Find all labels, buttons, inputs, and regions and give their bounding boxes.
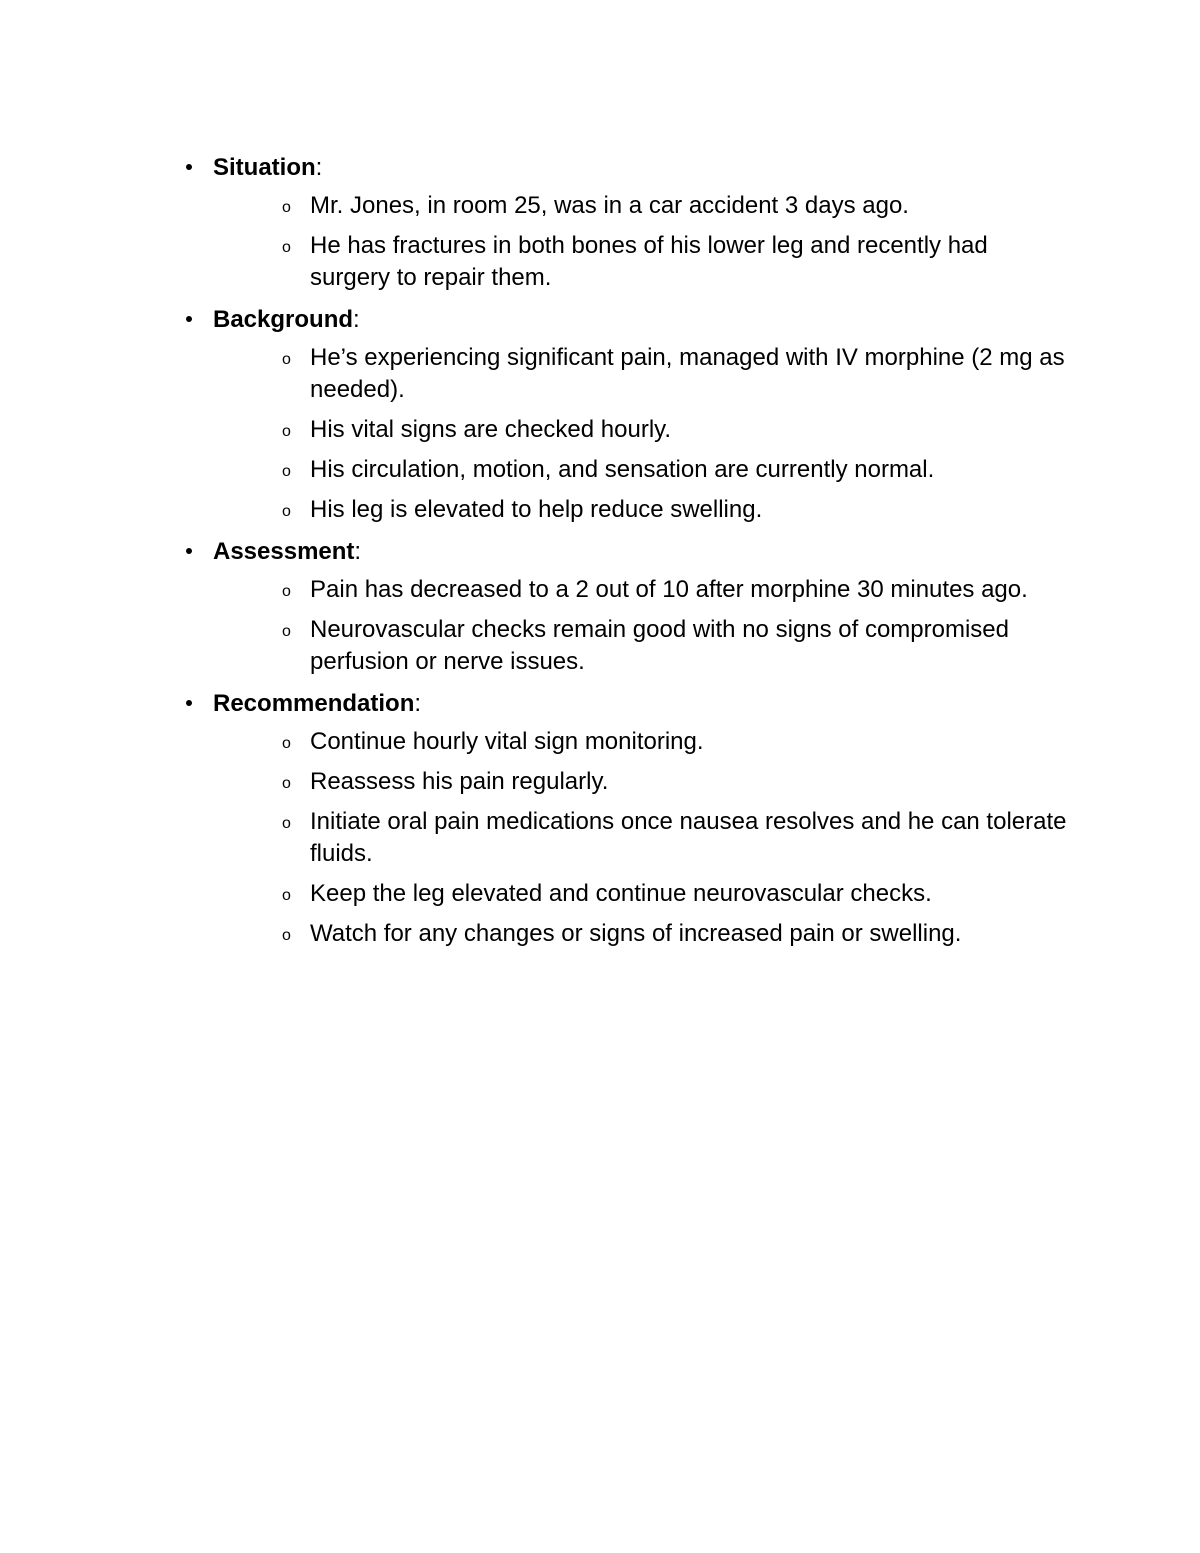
section-items bbox=[213, 574, 1200, 678]
list-item bbox=[282, 574, 1070, 606]
sub-bullet-icon: o bbox=[282, 463, 291, 480]
section-situation bbox=[0, 150, 1200, 294]
section-recommendation bbox=[0, 686, 1200, 950]
list-item-text: Initiate oral pain medications once nausea resolves and he can tolerate fluids. bbox=[310, 808, 1067, 867]
sub-bullet-icon: o bbox=[282, 927, 291, 944]
section-assessment bbox=[0, 534, 1200, 678]
sub-bullet-icon: o bbox=[282, 423, 291, 440]
list-item bbox=[282, 414, 1070, 446]
bullet-icon bbox=[186, 316, 192, 322]
bullet-icon bbox=[186, 548, 192, 554]
title-colon: : bbox=[354, 538, 362, 565]
list-item bbox=[282, 726, 1070, 758]
section-items bbox=[213, 726, 1200, 950]
list-item bbox=[282, 454, 1070, 486]
list-item bbox=[282, 766, 1070, 798]
list-item bbox=[282, 878, 1070, 910]
title-colon: : bbox=[414, 690, 422, 717]
section-items bbox=[213, 342, 1200, 526]
list-item-text: Reassess his pain regularly. bbox=[310, 768, 609, 795]
sub-bullet-icon: o bbox=[282, 887, 291, 904]
section-title bbox=[213, 150, 1200, 186]
list-item bbox=[282, 230, 1070, 294]
list-item bbox=[282, 190, 1070, 222]
list-item bbox=[282, 614, 1070, 678]
sub-bullet-icon: o bbox=[282, 503, 291, 520]
sub-bullet-icon: o bbox=[282, 239, 291, 256]
sub-bullet-icon: o bbox=[282, 735, 291, 752]
sub-bullet-icon: o bbox=[282, 199, 291, 216]
list-item bbox=[282, 918, 1070, 950]
bullet-icon bbox=[186, 164, 192, 170]
sub-bullet-icon: o bbox=[282, 583, 291, 600]
title-colon: : bbox=[353, 306, 360, 333]
sub-bullet-icon: o bbox=[282, 815, 291, 832]
list-item bbox=[282, 494, 1070, 526]
sub-bullet-icon: o bbox=[282, 623, 291, 640]
list-item bbox=[282, 342, 1070, 406]
list-item-text: Neurovascular checks remain good with no signs of compromised perfusion or nerve issues. bbox=[310, 616, 1009, 675]
list-item-text: Pain has decreased to a 2 out of 10 after morphine 30 minutes ago. bbox=[310, 576, 1028, 603]
list-item-text: Continue hourly vital sign monitoring. bbox=[310, 728, 704, 755]
section-title-text: Recommendation bbox=[213, 690, 415, 717]
sbar-list bbox=[0, 150, 1200, 958]
section-title bbox=[213, 686, 1200, 722]
title-colon: : bbox=[315, 154, 323, 181]
section-title-text: Assessment bbox=[213, 538, 355, 565]
list-item-text: Mr. Jones, in room 25, was in a car accident 3 days ago. bbox=[310, 192, 909, 219]
sub-bullet-icon: o bbox=[282, 351, 291, 368]
section-title bbox=[213, 534, 1200, 570]
list-item-text: He has fractures in both bones of his lower leg and recently had surgery to repair them. bbox=[310, 232, 988, 291]
list-item-text: His vital signs are checked hourly. bbox=[310, 416, 672, 443]
list-item-text: Watch for any changes or signs of increased pain or swelling. bbox=[310, 920, 962, 947]
list-item-text: His circulation, motion, and sensation are currently normal. bbox=[310, 456, 935, 483]
section-title-text: Background bbox=[213, 306, 354, 333]
list-item-text: He’s experiencing significant pain, managed with IV morphine (2 mg as needed). bbox=[310, 344, 1065, 403]
section-title-text: Situation bbox=[213, 154, 316, 181]
sub-bullet-icon: o bbox=[282, 775, 291, 792]
list-item bbox=[282, 806, 1070, 870]
section-items bbox=[213, 190, 1200, 294]
section-background bbox=[0, 302, 1200, 526]
list-item-text: Keep the leg elevated and continue neurovascular checks. bbox=[310, 880, 932, 907]
section-title bbox=[213, 302, 1200, 338]
bullet-icon bbox=[186, 700, 192, 706]
list-item-text: His leg is elevated to help reduce swelling. bbox=[310, 496, 763, 523]
